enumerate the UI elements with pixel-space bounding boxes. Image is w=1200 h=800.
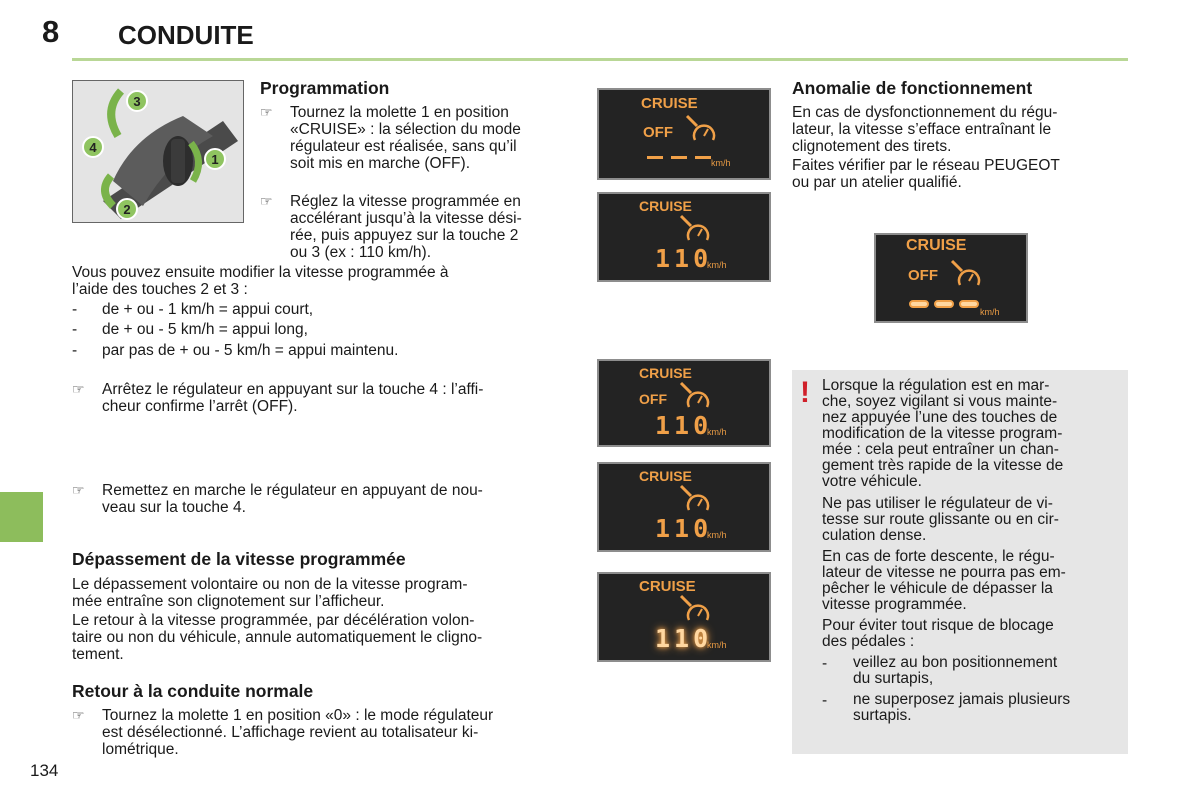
page-number: 134	[30, 761, 59, 780]
text-line: Ne pas utiliser le régulateur de vi-	[822, 495, 1053, 512]
text-line: tesse sur route glissante ou en cir-	[822, 511, 1059, 528]
speedometer-icon	[677, 212, 717, 248]
warning-paragraph-3	[822, 549, 1120, 613]
dash-marker: -	[72, 342, 78, 359]
text-line: Remettez en marche le régulateur en appuyant de nou-	[102, 482, 483, 499]
cruise-display-110-restarted	[597, 462, 771, 552]
unit-label: km/h	[711, 158, 731, 168]
text-line: est désélectionné. L’affichage revient au totalisateur ki-	[102, 724, 479, 741]
callout-4: 4	[89, 140, 97, 155]
chapter-number: 8	[42, 14, 60, 49]
callout-2: 2	[123, 202, 131, 217]
text-line: l’aide des touches 2 et 3 :	[72, 281, 248, 298]
text-line: modification de la vitesse program-	[822, 425, 1063, 442]
text-line: pêcher le véhicule de dépasser la	[822, 580, 1053, 597]
cruise-label: CRUISE	[639, 578, 696, 595]
cruise-label: CRUISE	[639, 365, 692, 381]
step-dash-item: de + ou - 1 km/h = appui court,	[102, 301, 314, 318]
step-dash-item: de + ou - 5 km/h = appui long,	[102, 321, 308, 338]
text-line: mée : cela peut entraîner un chan-	[822, 441, 1059, 458]
header-rule	[72, 58, 1128, 61]
text-line: ou 3 (ex : 110 km/h).	[290, 244, 431, 261]
text-line: Pour éviter tout risque de blocage	[822, 617, 1054, 634]
cruise-display-fault	[874, 233, 1028, 323]
anomalie-paragraph-1	[792, 104, 1128, 155]
text-line: des pédales :	[822, 633, 915, 650]
callout-3: 3	[133, 94, 141, 109]
speedometer-icon	[948, 257, 988, 293]
speedometer-icon	[677, 592, 717, 628]
cruise-display-110	[597, 192, 771, 282]
text-line: cheur confirme l’arrêt (OFF).	[102, 398, 298, 415]
text-line: nez appuyée l’une des touches de	[822, 409, 1058, 426]
cruise-display-off-110	[597, 359, 771, 447]
cruise-display-off-dashes	[597, 88, 771, 180]
text-line: accélérant jusqu’à la vitesse dési-	[290, 210, 522, 227]
warning-paragraph-2	[822, 496, 1120, 544]
unit-label: km/h	[707, 530, 727, 540]
text-line: Tournez la molette 1 en position	[290, 104, 509, 121]
modify-speed-paragraph	[72, 264, 580, 298]
text-line: culation dense.	[822, 527, 927, 544]
programmation-step-2	[290, 193, 580, 261]
text-line: Le dépassement volontaire ou non de la vitesse program-	[72, 576, 468, 593]
off-label: OFF	[908, 267, 938, 284]
restart-regulator-step	[102, 482, 580, 516]
speed-value: 110	[655, 514, 713, 543]
text-line: taire ou non du véhicule, annule automatiquement le cligno-	[72, 629, 483, 646]
text-line: gement très rapide de la vitesse de	[822, 457, 1064, 474]
cruise-label: CRUISE	[639, 468, 692, 484]
text-line: veau sur la touche 4.	[102, 499, 246, 516]
text-line: Faites vérifier par le réseau PEUGEOT	[792, 157, 1060, 174]
text-line: Vous pouvez ensuite modifier la vitesse programmée à	[72, 264, 449, 281]
speed-value-blinking: 110	[655, 624, 713, 653]
dashes-blinking	[908, 297, 982, 311]
cruise-label: CRUISE	[906, 237, 967, 254]
unit-label: km/h	[707, 260, 727, 270]
text-line: ne superposez jamais plusieurs	[853, 691, 1071, 708]
text-line: Lorsque la régulation est en mar-	[822, 377, 1050, 394]
text-line: Arrêtez le régulateur en appuyant sur la touche 4 : l’affi-	[102, 381, 484, 398]
dash-marker: -	[72, 321, 78, 338]
text-line: mée entraîne son clignotement sur l’afficheur.	[72, 593, 385, 610]
stop-regulator-step	[102, 381, 580, 415]
step-dash-item: par pas de + ou - 5 km/h = appui maintenu.	[102, 342, 399, 359]
text-line: lométrique.	[102, 741, 179, 758]
unit-label: km/h	[980, 307, 1000, 317]
text-line: En cas de forte descente, le régu-	[822, 548, 1055, 565]
chapter-title: CONDUITE	[118, 20, 254, 50]
warning-paragraph-1	[822, 378, 1120, 490]
depassement-heading: Dépassement de la vitesse programmée	[72, 549, 406, 569]
text-line: rée, puis appuyez sur la touche 2	[290, 227, 519, 244]
pointer-icon: ☞	[260, 193, 273, 209]
dashes-indicator	[647, 154, 717, 162]
warning-exclamation-icon: !	[800, 376, 810, 409]
text-line: che, soyez vigilant si vous mainte-	[822, 393, 1058, 410]
text-line: votre véhicule.	[822, 473, 922, 490]
anomalie-paragraph-2	[792, 157, 1128, 191]
pointer-icon: ☞	[72, 381, 85, 397]
text-line: régulateur est réalisée, sans qu’il	[290, 138, 517, 155]
stalk-drawing	[73, 81, 243, 222]
dash-marker: -	[72, 301, 78, 318]
callout-1: 1	[211, 152, 219, 167]
text-line: «CRUISE» : la sélection du mode	[290, 121, 521, 138]
depassement-paragraph-1	[72, 576, 580, 610]
text-line: vitesse programmée.	[822, 596, 967, 613]
text-line: Réglez la vitesse programmée en	[290, 193, 521, 210]
speed-value: 110	[655, 244, 713, 273]
pointer-icon: ☞	[72, 707, 85, 723]
off-label: OFF	[639, 391, 667, 407]
text-line: veillez au bon positionnement	[853, 654, 1058, 671]
text-line: ou par un atelier qualifié.	[792, 174, 962, 191]
programmation-heading: Programmation	[260, 78, 390, 98]
unit-label: km/h	[707, 640, 727, 650]
text-line: En cas de dysfonctionnement du régu-	[792, 104, 1058, 121]
text-line: Tournez la molette 1 en position «0» : le mode régulateur	[102, 707, 494, 724]
warning-dash-item-1	[853, 655, 1120, 687]
unit-label: km/h	[707, 427, 727, 437]
chapter-tab	[0, 492, 43, 542]
text-line: soit mis en marche (OFF).	[290, 155, 470, 172]
warning-dash-item-2	[853, 692, 1120, 724]
depassement-paragraph-2	[72, 612, 580, 663]
cruise-stalk-illustration	[72, 80, 244, 223]
cruise-display-blinking-speed	[597, 572, 771, 662]
text-line: surtapis.	[853, 707, 912, 724]
text-line: clignotement des tirets.	[792, 138, 952, 155]
pointer-icon: ☞	[72, 482, 85, 498]
text-line: du surtapis,	[853, 670, 934, 687]
warning-paragraph-4	[822, 618, 1120, 650]
text-line: lateur, la vitesse s’efface entraînant le	[792, 121, 1052, 138]
speedometer-icon	[677, 379, 717, 415]
off-label: OFF	[643, 124, 673, 141]
speedometer-icon	[677, 482, 717, 518]
text-line: tement.	[72, 646, 124, 663]
pointer-icon: ☞	[260, 104, 273, 120]
programmation-step-1	[290, 104, 580, 172]
anomalie-heading: Anomalie de fonctionnement	[792, 78, 1033, 98]
speed-value: 110	[655, 411, 713, 440]
text-line: Le retour à la vitesse programmée, par décélération volon-	[72, 612, 475, 629]
retour-step	[102, 707, 580, 758]
cruise-label: CRUISE	[641, 95, 698, 112]
retour-heading: Retour à la conduite normale	[72, 681, 314, 701]
text-line: lateur de vitesse ne pourra pas em-	[822, 564, 1066, 581]
dash-marker: -	[822, 655, 828, 672]
speedometer-icon	[683, 112, 723, 148]
dash-marker: -	[822, 692, 828, 709]
cruise-label: CRUISE	[639, 198, 692, 214]
